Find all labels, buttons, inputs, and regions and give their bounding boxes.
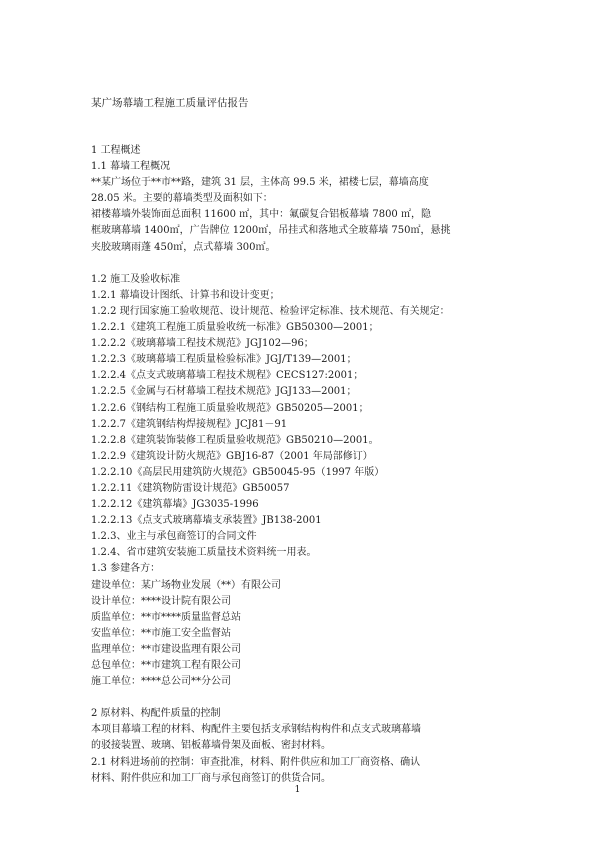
blank-line	[91, 256, 531, 272]
text-line: 1.2 施工及验收标准	[91, 273, 181, 285]
text-line: 安监单位：**市施工安全监督站	[91, 627, 231, 639]
text-line: 1.2.2 现行国家施工验收规范、设计规范、检验评定标准、技术规范、有关规定：	[91, 305, 450, 317]
text-line: 施工单位：****总公司**分公司	[91, 676, 231, 688]
text-line: 1.2.2.5《金属与石材幕墙工程技术规范》JGJ133—2001；	[91, 386, 357, 398]
text-line: 1.2.2.13《点支式玻璃幕墙支承装置》JB138-2001	[91, 515, 322, 527]
page-number: 1	[294, 785, 301, 795]
text-line: 总包单位：**市建筑工程有限公司	[91, 660, 241, 671]
text-line: 1.2.3、业主与承包商签订的合同文件	[91, 531, 257, 543]
text-line: 1.2.2.4《点支式玻璃幕墙工程技术规程》CECS127:2001；	[91, 370, 364, 382]
document-title: 某广场幕墙工程施工质量评估报告	[91, 97, 249, 109]
blank-line	[91, 690, 531, 706]
text-line: 材料、附件供应和加工厂商与承包商签订的供货合同。	[91, 772, 331, 784]
text-line: 框玻璃幕墙 1400㎡，广告牌位 1200㎡，吊挂式和落地式全玻幕墙 750㎡，悬挑	[91, 225, 451, 237]
text-line: 1.3 参建各方：	[91, 563, 161, 575]
text-line: 2.1 材料进场前的控制：审查批准，材料、附件供应和加工厂商资格、确认	[91, 756, 421, 768]
text-line: 夹胶玻璃雨蓬 450㎡，点式幕墙 300㎡。	[91, 241, 276, 253]
text-line: 监理单位：**市建设监理有限公司	[91, 643, 241, 655]
text-line: 建设单位：某广场物业发展（**）有限公司	[91, 579, 281, 591]
text-line: 1.2.1 幕墙设计图纸、计算书和设计变更；	[91, 289, 280, 301]
text-line: 1.2.2.3《玻璃幕墙工程质量检验标准》JGJ/T139—2001；	[91, 354, 357, 366]
text-line: 1.1 幕墙工程概况	[91, 161, 171, 173]
text-line: 28.05 米。主要的幕墙类型及面积如下：	[91, 193, 273, 205]
text-line: 1.2.2.9《建筑设计防火规范》GBJ16-87（2001 年局部修订）	[91, 450, 373, 462]
text-line: 裙楼幕墙外装饰面总面积 11600 ㎡，其中：氟碳复合铝板幕墙 7800 ㎡，隐	[91, 209, 431, 221]
text-line: 1 工程概述	[91, 145, 141, 156]
text-line: 设计单位：****设计院有限公司	[91, 595, 231, 607]
text-line: 1.2.2.8《建筑装饰装修工程质量验收规范》GB50210—2001。	[91, 434, 379, 446]
text-line: 1.2.2.12《建筑幕墙》JG3035-1996	[91, 499, 259, 511]
text-line: 质监单位：**市****质量监督总站	[91, 611, 241, 623]
text-line: 1.2.2.2《玻璃幕墙工程技术规范》JGJ102—96；	[91, 338, 314, 350]
text-line: 本项目幕墙工程的材料、构配件主要包括支承钢结构构件和点支式玻璃幕墙	[91, 724, 421, 736]
text-line: 1.2.2.1《建筑工程施工质量验收统一标准》GB50300—2001；	[91, 322, 379, 334]
document-body	[91, 143, 531, 787]
text-line: 1.2.2.11《建筑物防雷设计规范》GB50057	[91, 482, 290, 494]
text-line: **某广场位于**市**路，建筑 31 层，主体高 99.5 米，裙楼七层，幕墙高度	[91, 177, 429, 189]
text-line: 1.2.2.6《钢结构工程施工质量验收规范》GB50205—2001；	[91, 402, 369, 414]
text-line: 1.2.4、省市建筑安装施工质量技术资料统一用表。	[91, 547, 317, 559]
text-line: 的驳接装置、玻璃、铝板幕墙骨架及面板、密封材料。	[91, 740, 331, 752]
text-line: 2 原材料、构配件质量的控制	[91, 708, 221, 720]
text-line: 1.2.2.7《建筑钢结构焊接规程》JCJ81－91	[91, 418, 288, 430]
text-line: 1.2.2.10《高层民用建筑防火规范》GB50045-95（1997 年版）	[91, 466, 385, 478]
